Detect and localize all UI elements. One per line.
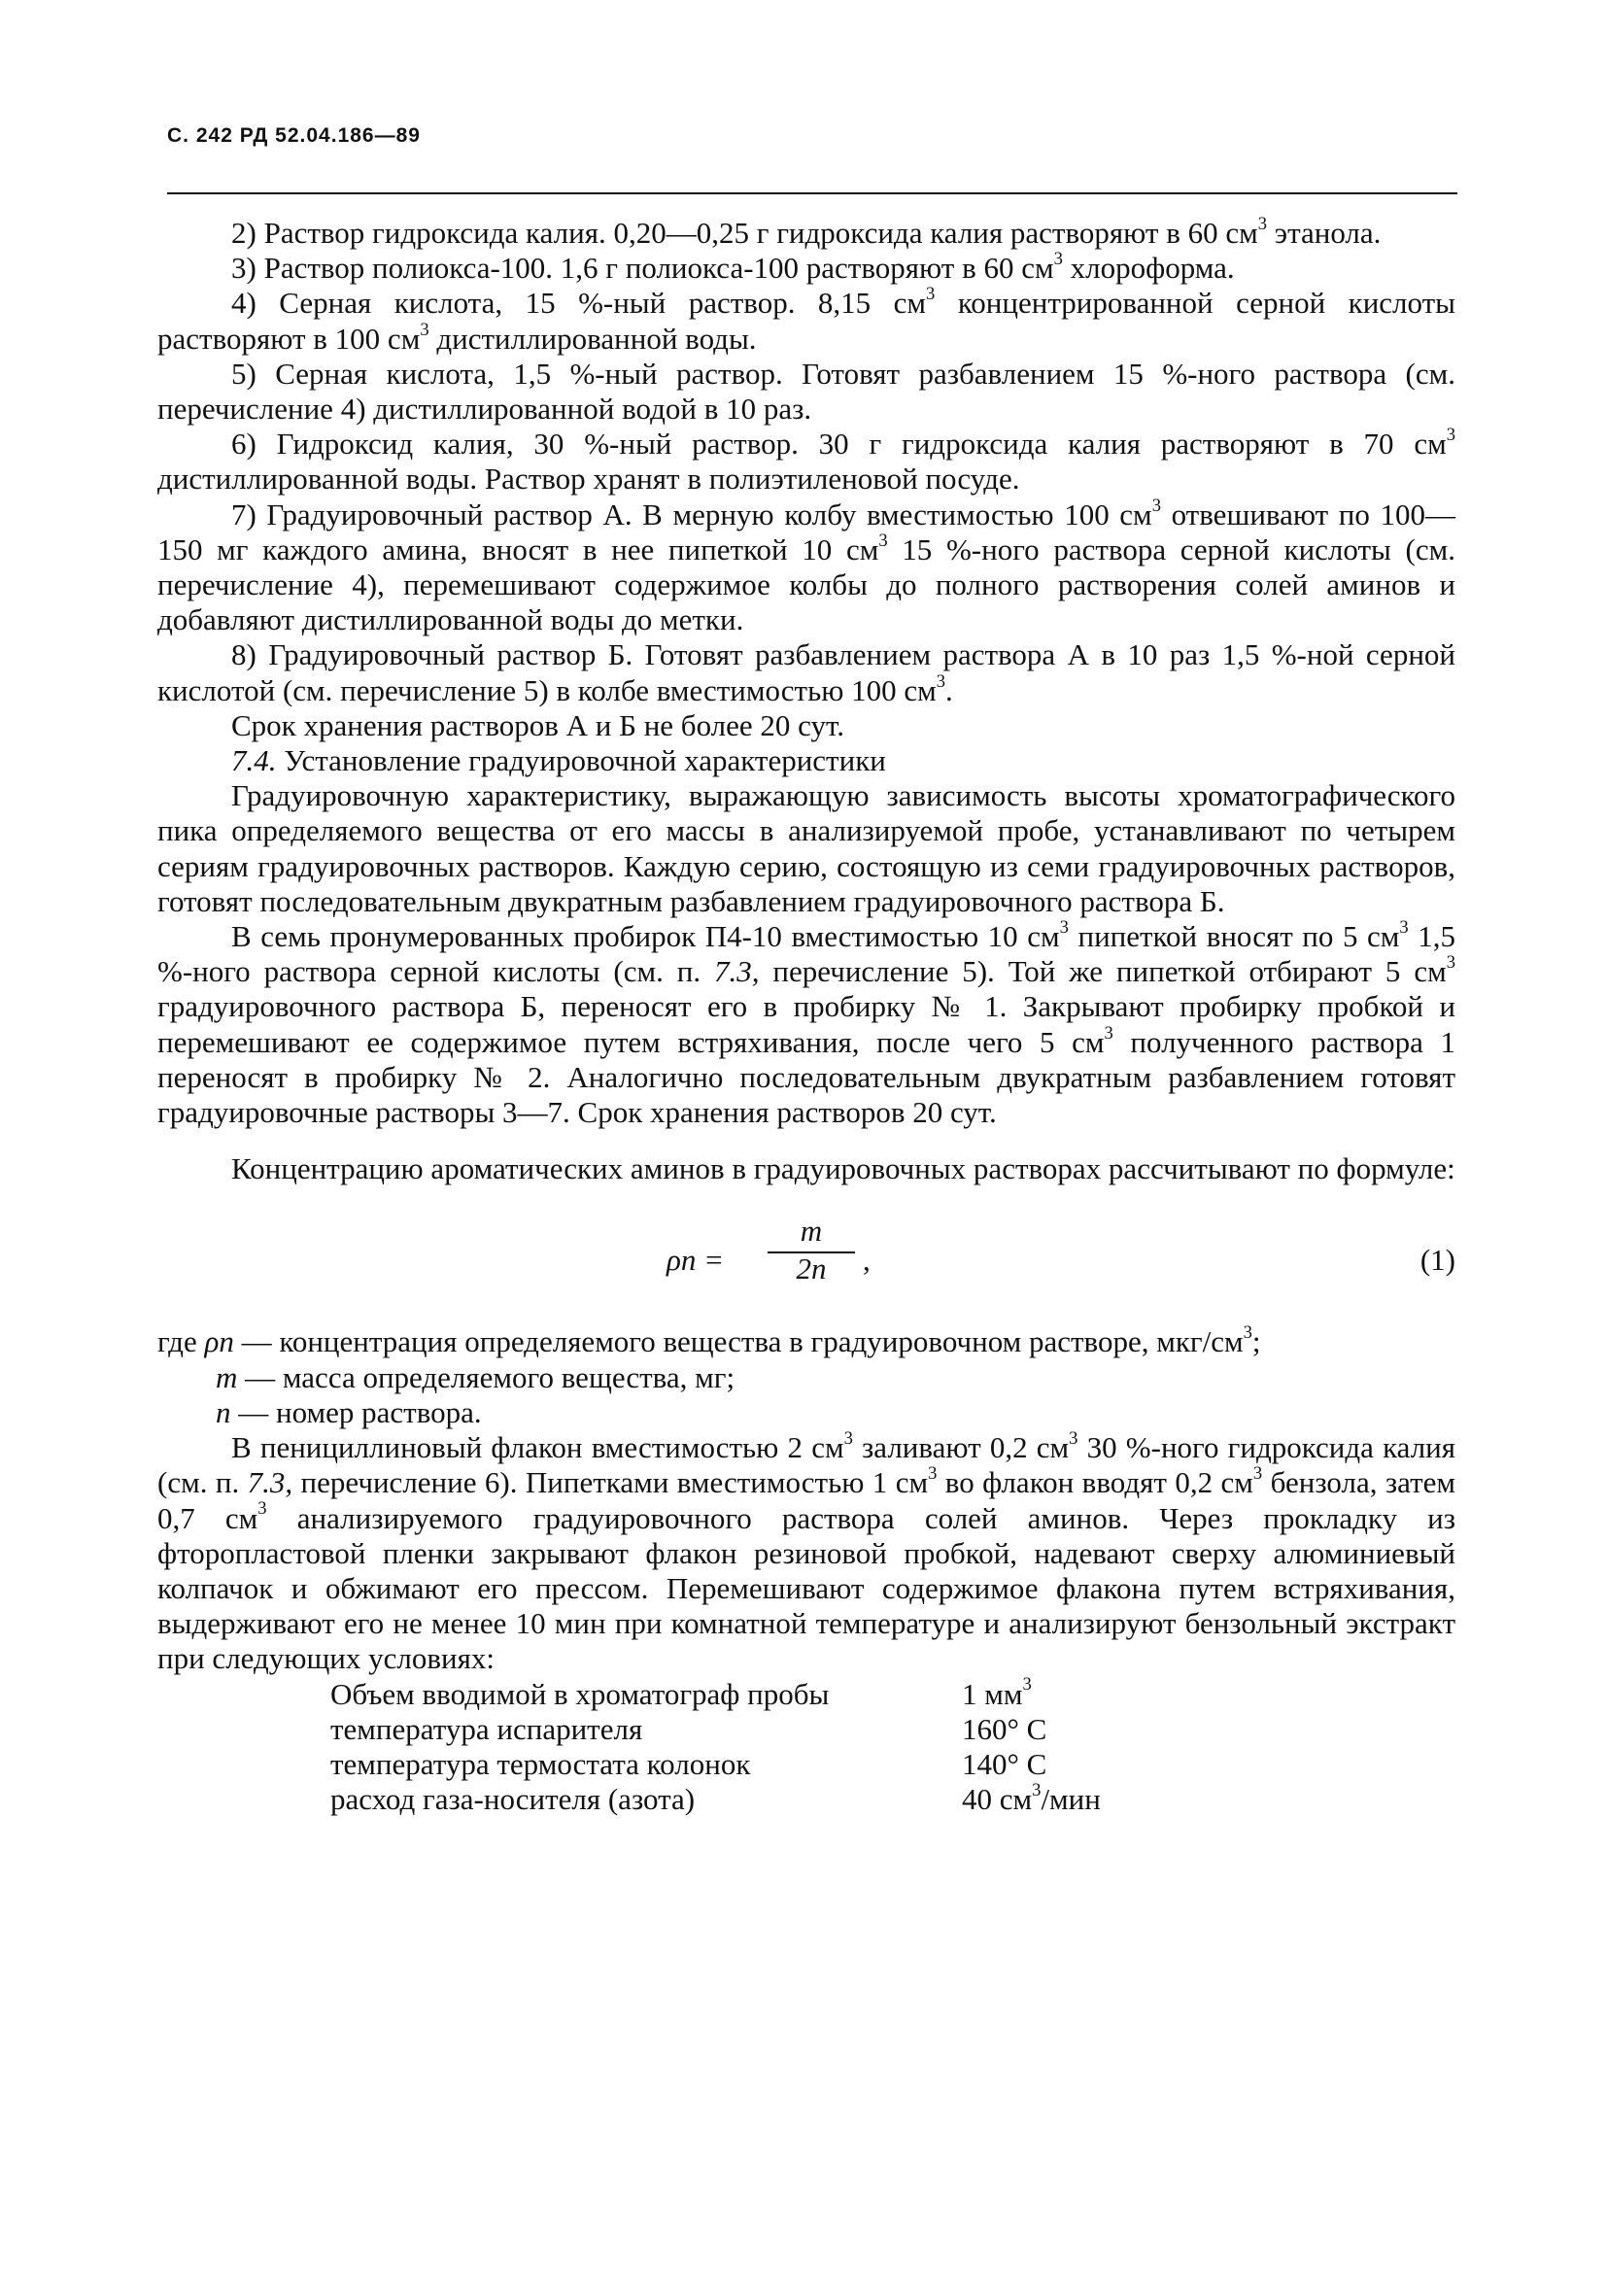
paragraph: Градуировочную характеристику, выражающую зависимость высоты хроматографического пика определяемого вещества от его массы в анализируемой пробе, устанавливают по четырем сериям градуировочных растворов. Каждую серию, состоящую из семи градуировочных растворов, готовят последовательным двукратным разбавлением градуировочного раствора Б. xyxy=(157,778,1455,918)
table-row: температура испарителя 160° С xyxy=(330,1711,1047,1746)
section-number: 7.4. xyxy=(231,743,277,778)
section-title: Установление градуировочной характеристики xyxy=(276,743,886,778)
definition-rho: где ρn — концентрация определяемого вещества в градуировочном растворе, мкг/$см^3$; xyxy=(157,1322,1261,1359)
analysis-conditions-table xyxy=(330,1674,1101,1818)
table-row: расход газа-носителя (азота) 40 $см^3$/мин xyxy=(330,1780,1101,1817)
formula xyxy=(157,1214,1455,1303)
list-item: 2) Раствор гидроксида калия. 0,20—0,25 г гидроксида калия растворяют в 60 $см^3$ этанола. xyxy=(231,213,1382,250)
storage-note: Срок хранения растворов А и Б не более 20 сут. xyxy=(231,707,844,742)
formula-denominator: 2n xyxy=(796,1251,827,1285)
paragraph: В пенициллиновый флакон вместимостью 2 $см^3$ заливают 0,2 $см^3$ 30 %-ного гидроксида калия (см. п. 7.3, перечисление 6). Пипетками вместимостью 1 $см^3$ во флакон вводят 0,2 $см^3$ бензола, затем 0,7 $см^3$ анализируемого градуировочного раствора солей аминов. Через прокладку из фторопластовой пленки закрывают флакон резиновой пробкой, надевают сверху алюминиевый колпачок и обжимают его прессом. Перемешивают содержимое флакона путем встряхивания, выдерживают его не менее 10 мин при комнатной температуре и анализируют бензольный экстракт при следующих условиях: xyxy=(157,1427,1456,1676)
definition-n: n — номер раствора. xyxy=(216,1394,482,1429)
definition-m: m — масса определяемого вещества, мг; xyxy=(216,1359,735,1394)
paragraph: Концентрацию ароматических аминов в градуировочных растворах рассчитывают по формуле: xyxy=(231,1151,1455,1186)
table-row: Объем вводимой в хроматограф пробы 1 $мм^3$ xyxy=(330,1674,1032,1711)
formula-lhs: ρn = xyxy=(667,1243,725,1278)
list-item: 3) Раствор полиокса-100. 1,6 г полиокса-100 растворяют в 60 $см^3$ хлороформа. xyxy=(231,249,1235,286)
document-body xyxy=(157,213,1456,1817)
list-item: 6) Гидроксид калия, 30 %-ный раствор. 30 г гидроксида калия растворяют в 70 $см^3$ дистиллированной воды. Раствор хранят в полиэтиленовой посуде. xyxy=(157,425,1455,497)
list-item: 8) Градуировочный раствор Б. Готовят разбавлением раствора А в 10 раз 1,5 %-ной серной кислотой (см. перечисление 5) в колбе вместимостью 100 $см^3$. xyxy=(157,637,1455,707)
formula-comma: , xyxy=(863,1243,871,1278)
table-row: температура термостата колонок 140° С xyxy=(330,1746,1047,1781)
header-rule xyxy=(167,192,1457,194)
list-item: 5) Серная кислота, 1,5 %-ный раствор. Готовят разбавлением 15 %-ного раствора (см. перечисление 4) дистиллированной водой в 10 раз. xyxy=(157,356,1455,427)
formula-number: (1) xyxy=(1419,1243,1455,1278)
formula-numerator: m xyxy=(800,1214,823,1249)
page-header: С. 242 РД 52.04.186—89 xyxy=(167,124,421,147)
list-item: 4) Серная кислота, 15 %-ный раствор. 8,15 $см^3$ концентрированной серной кислоты растворяют в 100 $см^3$ дистиллированной воды. xyxy=(157,284,1455,356)
list-item: 7) Градуировочный раствор А. В мерную колбу вместимостью 100 $см^3$ отвешивают по 100—150 мг каждого амина, вносят в нее пипеткой 10 $см^3$ 15 %-ного раствора серной кислоты (см. перечисление 4), перемешивают содержимое колбы до полного растворения солей аминов и добавляют дистиллированной воды до метки. xyxy=(157,495,1455,637)
section-heading xyxy=(157,743,1455,778)
formula-fraction xyxy=(768,1214,855,1285)
definitions xyxy=(157,1324,1455,1430)
paragraph: В семь пронумерованных пробирок П4-10 вместимостью 10 $см^3$ пипеткой вносят по 5 $см^3$ 1,5 %-ного раствора серной кислоты (см. п. 7.3, перечисление 5). Той же пипеткой отбирают 5 $см^3$ градуировочного раствора Б, переносят его в пробирку № 1. Закрывают пробирку пробкой и перемешивают ее содержимое путем встряхивания, после чего 5 $см^3$ полученного раствора 1 переносят в пробирку № 2. Аналогично последовательным двукратным разбавлением готовят градуировочные растворы 3—7. Срок хранения растворов 20 сут. xyxy=(157,916,1456,1130)
